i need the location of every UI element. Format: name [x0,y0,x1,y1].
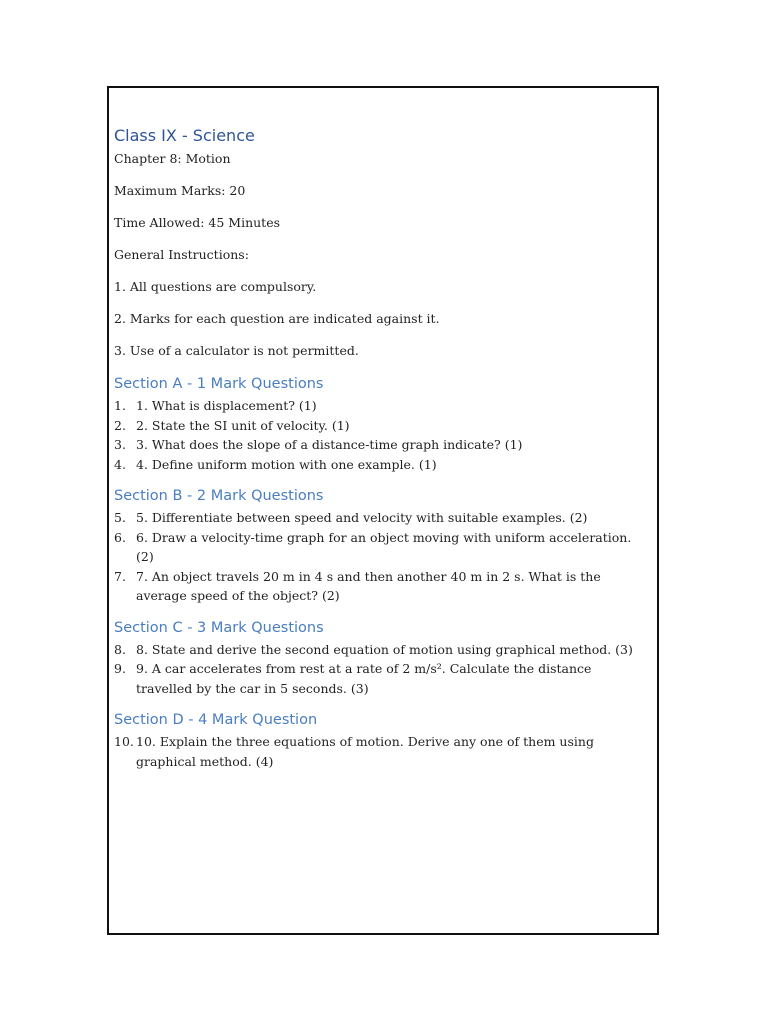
question-text: 2. State the SI unit of velocity. (1) [136,417,350,433]
question-number: 6. [114,529,126,545]
question-text: 9. A car accelerates from rest at a rate of 2 m/s². Calculate the distance travelled by the car in 5 seconds. (3) [136,661,592,696]
section-d-questions [114,732,649,771]
question-text: 7. An object travels 20 m in 4 s and then another 40 m in 2 s. What is the average speed of the object? (2) [136,568,601,603]
section-a-heading: Section A - 1 Mark Questions [114,376,324,392]
question-text: 4. Define uniform motion with one example. (1) [136,456,437,472]
instruction-item: 1. All questions are compulsory. [114,279,317,294]
question-item [114,455,649,475]
section-a-questions [114,396,649,474]
question-number: 1. [114,398,126,413]
question-item [114,396,649,416]
question-text: 8. State and derive the second equation of motion using graphical method. (3) [136,641,633,657]
general-instructions-heading: General Instructions: [114,247,249,262]
instruction-item: 2. Marks for each question are indicated against it. [114,311,440,326]
section-c-heading: Section C - 3 Mark Questions [114,619,324,636]
question-item [114,640,649,660]
question-number: 8. [114,641,126,657]
section-b-heading: Section B - 2 Mark Questions [114,488,324,504]
question-text: 1. What is displacement? (1) [136,398,317,413]
question-text: 5. Differentiate between speed and velocity with suitable examples. (2) [136,510,588,525]
question-item [114,508,649,528]
question-number: 5. [114,510,126,525]
question-item [114,659,649,698]
question-item [114,732,649,771]
question-item [114,416,649,436]
section-c-questions [114,640,649,699]
question-item [114,528,649,567]
instruction-item: 3. Use of a calculator is not permitted. [114,343,359,358]
max-marks-line: Maximum Marks: 20 [114,183,246,198]
question-number: 4. [114,456,126,472]
question-number: 3. [114,437,126,452]
question-text: 6. Draw a velocity-time graph for an object moving with uniform acceleration. (2) [136,529,632,564]
section-b-questions [114,508,649,606]
document-page [107,86,659,935]
time-allowed-line: Time Allowed: 45 Minutes [114,215,281,230]
question-text: 3. What does the slope of a distance-time graph indicate? (1) [136,437,523,452]
document-content [114,126,649,783]
document-title: Class IX - Science [114,126,255,145]
question-item [114,435,649,455]
question-number: 9. [114,661,126,676]
question-text: 10. Explain the three equations of motion. Derive any one of them using graphical method. (4) [136,734,594,769]
question-number: 2. [114,417,126,433]
question-number: 10. [114,734,134,749]
question-item [114,567,649,606]
question-number: 7. [114,568,126,584]
section-d-heading: Section D - 4 Mark Question [114,712,318,728]
chapter-line: Chapter 8: Motion [114,151,231,166]
